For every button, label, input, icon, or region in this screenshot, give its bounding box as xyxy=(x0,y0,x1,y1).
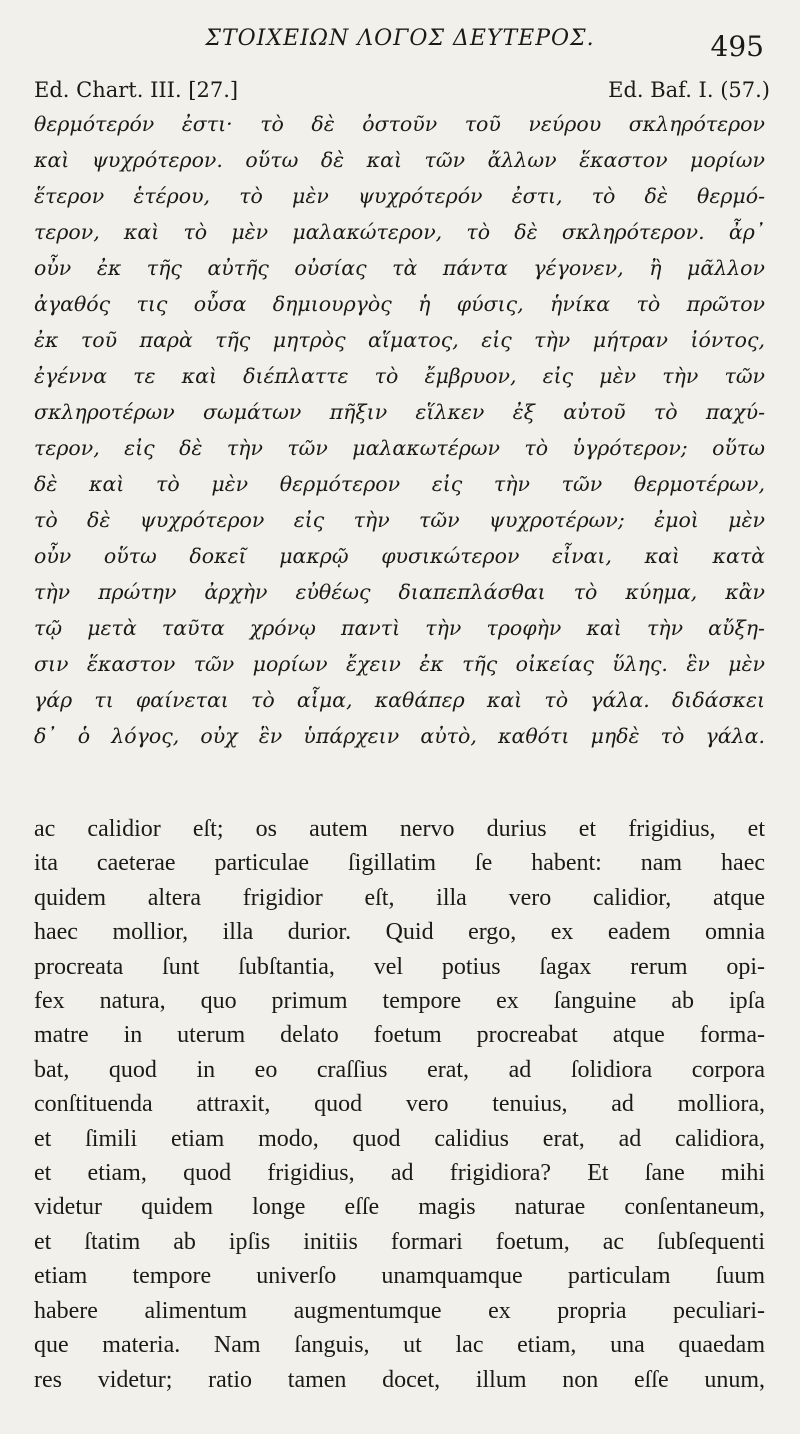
latin-text-line: procreata ſunt ſubſtantia, vel potius ſagax rerum opi- xyxy=(34,953,765,980)
latin-text-line: conſtituenda attraxit, quod vero tenuius, ad molliora, xyxy=(34,1091,765,1118)
greek-text-line: τερον, καὶ τὸ μὲν μαλακώτερον, τὸ δὲ σκληρότερον. ἆρ᾽ xyxy=(34,220,765,244)
greek-text-line: τὴν πρώτην ἀρχὴν εὐθέως διαπεπλάσθαι τὸ κύημα, κἂν xyxy=(34,580,765,604)
latin-text-line: habere alimentum augmentumque ex propria peculiari- xyxy=(34,1297,765,1324)
latin-text-line: haec mollior, illa durior. Quid ergo, ex eadem omnia xyxy=(34,919,765,946)
greek-text-line: ἐκ τοῦ παρὰ τῆς μητρὸς αἵματος, εἰς τὴν μήτραν ἰόντος, xyxy=(34,328,765,352)
latin-text-line: res videtur; ratio tamen docet, illum non eſſe unum, xyxy=(34,1366,765,1393)
page-number: 495 xyxy=(710,30,764,63)
latin-text-line: et etiam, quod frigidius, ad frigidiora? Et ſane mihi xyxy=(34,1160,765,1187)
greek-text-line: οὖν ἐκ τῆς αὐτῆς οὐσίας τὰ πάντα γέγονεν, ἢ μᾶλλον xyxy=(34,256,765,280)
greek-text-line: θερμότερόν ἐστι· τὸ δὲ ὀστοῦν τοῦ νεύρου σκληρότερον xyxy=(34,112,765,136)
latin-text-block xyxy=(34,812,765,1397)
greek-text-line: ἐγέννα τε καὶ διέπλαττε τὸ ἔμβρυον, εἰς μὲν τὴν τῶν xyxy=(34,364,765,388)
greek-text-line: σκληροτέρων σωμάτων πῆξιν εἵλκεν ἐξ αὐτοῦ τὸ παχύ- xyxy=(34,400,765,424)
greek-text-block xyxy=(34,106,765,754)
greek-text-line: δὲ καὶ τὸ μὲν θερμότερον εἰς τὴν τῶν θερμοτέρων, xyxy=(34,472,765,496)
greek-text-line: ἀγαθός τις οὖσα δημιουργὸς ἡ φύσις, ἡνίκα τὸ πρῶτον xyxy=(34,292,765,316)
greek-text-line: τερον, εἰς δὲ τὴν τῶν μαλακωτέρων τὸ ὑγρότερον; οὕτω xyxy=(34,436,765,460)
greek-text-line: δ᾽ ὁ λόγος, οὐχ ἓν ὑπάρχειν αὐτὸ, καθότι μηδὲ τὸ γάλα. xyxy=(34,724,765,748)
latin-text-line: videtur quidem longe eſſe magis naturae conſentaneum, xyxy=(34,1194,765,1221)
running-head-title: ΣΤΟΙΧΕΙΩΝ ΛΟΓΟΣ ΔΕΥΤΕΡΟΣ. xyxy=(205,26,595,51)
greek-text-line: γάρ τι φαίνεται τὸ αἷμα, καθάπερ καὶ τὸ γάλα. διδάσκει xyxy=(34,688,765,712)
greek-text-line: ἕτερον ἑτέρου, τὸ μὲν ψυχρότερόν ἐστι, τὸ δὲ θερμό- xyxy=(34,184,765,208)
greek-text-line: οὖν οὕτω δοκεῖ μακρῷ φυσικώτερον εἶναι, καὶ κατὰ xyxy=(34,544,765,568)
latin-text-line: et ſimili etiam modo, quod calidius erat, ad calidiora, xyxy=(34,1125,765,1152)
greek-text-line: σιν ἕκαστον τῶν μορίων ἔχειν ἐκ τῆς οἰκείας ὕλης. ἓν μὲν xyxy=(34,652,765,676)
latin-text-line: etiam tempore univerſo unamquamque particulam ſuum xyxy=(34,1263,765,1290)
latin-text-line: que materia. Nam ſanguis, ut lac etiam, una quaedam xyxy=(34,1332,765,1359)
edition-reference-left: Ed. Chart. III. [27.] xyxy=(34,78,239,102)
latin-text-line: ita caeterae particulae ſigillatim ſe habent: nam haec xyxy=(34,850,765,877)
edition-reference-right: Ed. Baf. I. (57.) xyxy=(608,78,770,102)
latin-text-line: matre in uterum delato foetum procreabat atque forma- xyxy=(34,1022,765,1049)
latin-text-line: et ſtatim ab ipſis initiis formari foetum, ac ſubſequenti xyxy=(34,1228,765,1255)
latin-text-line: bat, quod in eo craſſius erat, ad ſolidiora corpora xyxy=(34,1056,765,1083)
latin-text-line: ac calidior eſt; os autem nervo durius et frigidius, et xyxy=(34,816,765,842)
greek-text-line: τὸ δὲ ψυχρότερον εἰς τὴν τῶν ψυχροτέρων; ἐμοὶ μὲν xyxy=(34,508,765,532)
greek-text-line: τῷ μετὰ ταῦτα χρόνῳ παντὶ τὴν τροφὴν καὶ τὴν αὔξη- xyxy=(34,616,765,640)
latin-text-line: fex natura, quo primum tempore ex ſanguine ab ipſa xyxy=(34,988,765,1015)
greek-text-line: καὶ ψυχρότερον. οὕτω δὲ καὶ τῶν ἄλλων ἕκαστον μορίων xyxy=(34,148,765,172)
latin-text-line: quidem altera frigidior eſt, illa vero calidior, atque xyxy=(34,884,765,911)
